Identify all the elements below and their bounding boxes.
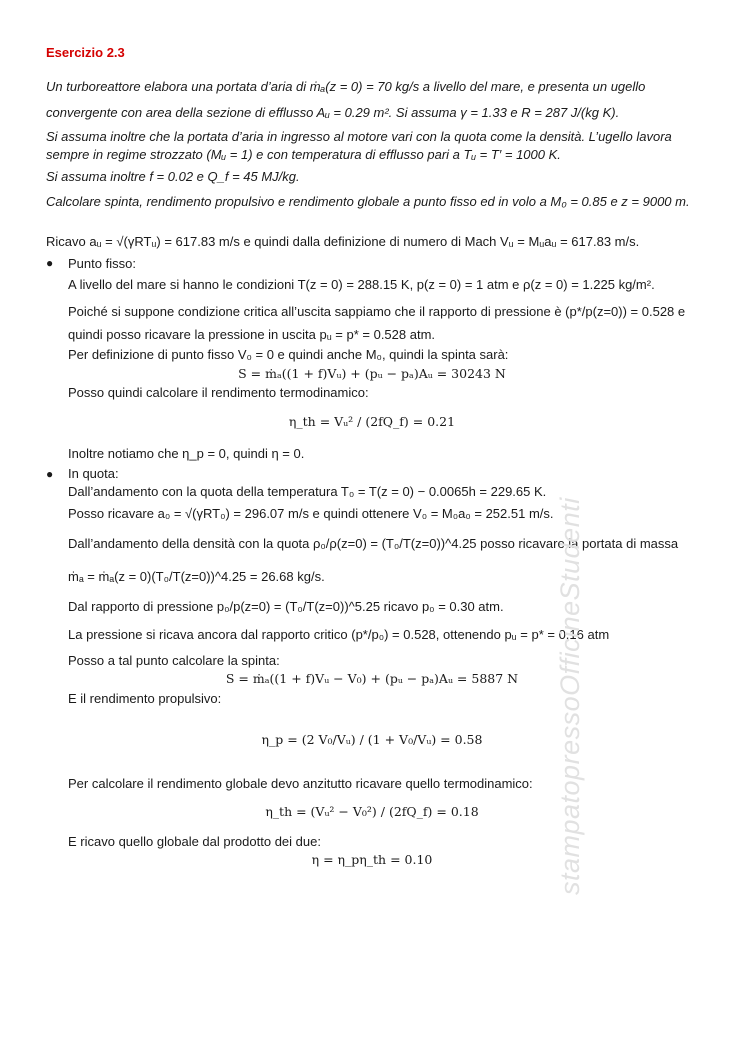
speed-of-sound-line: Ricavo aᵤ = √(γRTᵤ) = 617.83 m/s e quindi dalla definizione di numero di Mach Vᵤ = Mᵤaᵤ = 617.83 m/s.: [46, 234, 640, 249]
altitude-eta-equation: η = η_pη_th = 0.10: [311, 852, 433, 867]
fixed-point-thrust-equation: S = ṁₐ((1 + f)Vᵤ) + (pᵤ − pₐ)Aᵤ = 30243 N: [238, 366, 506, 381]
altitude-thrust-equation: S = ṁₐ((1 + f)Vᵤ − V₀) + (pᵤ − pₐ)Aᵤ = 5887 N: [225, 671, 519, 686]
problem-line-6: Calcolare spinta, rendimento propulsivo e rendimento globale a punto fisso ed in volo a M₀ = 0.85 e z = 9000 m.: [46, 194, 690, 209]
fixed-point-eta-th-equation: η_th = Vᵤ² / (2fQ_f) = 0.21: [288, 414, 456, 429]
bullet-icon: ●: [46, 467, 54, 481]
problem-line-3: Si assuma inoltre che la portata d’aria in ingresso al motore vari con la quota come la densità. L’ugello lavora: [46, 129, 672, 144]
altitude-line-7: Posso a tal punto calcolare la spinta:: [68, 653, 280, 668]
altitude-line-10: E ricavo quello globale dal prodotto dei due:: [68, 834, 321, 849]
problem-line-5: Si assuma inoltre f = 0.02 e Q_f = 45 MJ/kg.: [46, 169, 300, 184]
altitude-line-8: E il rendimento propulsivo:: [68, 691, 222, 706]
altitude-eta-p-equation: η_p = (2 V₀/Vᵤ) / (1 + V₀/Vᵤ) = 0.58: [261, 732, 483, 747]
fixed-point-heading: Punto fisso:: [68, 256, 136, 271]
problem-line-4: sempre in regime strozzato (Mᵤ = 1) e con temperatura di efflusso pari a Tᵤ = T′ = 1000 K.: [46, 147, 561, 162]
altitude-line-1: Dall’andamento con la quota della temperatura T₀ = T(z = 0) − 0.0065h = 229.65 K.: [68, 484, 547, 499]
fixed-point-line-2: Poiché si suppone condizione critica all’uscita sappiamo che il rapporto di pressione è (p*/p(z=0)) = 0.528 e: [68, 304, 686, 319]
exercise-title: Esercizio 2.3: [46, 45, 125, 60]
altitude-line-6: La pressione si ricava ancora dal rapporto critico (p*/p₀) = 0.528, ottenendo pᵤ = p* = 0.16 atm: [68, 627, 610, 642]
fixed-point-line-4: Per definizione di punto fisso V₀ = 0 e quindi anche M₀, quindi la spinta sarà:: [68, 347, 509, 362]
problem-line-1: Un turboreattore elabora una portata d’aria di ṁₐ(z = 0) = 70 kg/s a livello del mare, e presenta un ugello: [46, 79, 646, 94]
bullet-icon: ●: [46, 256, 54, 270]
fixed-point-line-6: Inoltre notiamo che η_p = 0, quindi η = 0.: [68, 446, 305, 461]
fixed-point-line-5: Posso quindi calcolare il rendimento termodinamico:: [68, 385, 369, 400]
watermark: stampatopressoOfficineStudenti: [555, 497, 585, 895]
altitude-line-4: ṁₐ = ṁₐ(z = 0)(T₀/T(z=0))^4.25 = 26.68 kg/s.: [68, 569, 325, 584]
altitude-eta-th-equation: η_th = (Vᵤ² − V₀²) / (2fQ_f) = 0.18: [265, 804, 479, 819]
fixed-point-line-3: quindi posso ricavare la pressione in uscita pᵤ = p* = 0.528 atm.: [68, 327, 436, 342]
altitude-line-2: Posso ricavare a₀ = √(γRT₀) = 296.07 m/s e quindi ottenere V₀ = M₀a₀ = 252.51 m/s.: [68, 506, 554, 521]
altitude-line-9: Per calcolare il rendimento globale devo anzitutto ricavare quello termodinamico:: [68, 776, 533, 791]
altitude-line-5: Dal rapporto di pressione p₀/p(z=0) = (T₀/T(z=0))^5.25 ricavo p₀ = 0.30 atm.: [68, 599, 504, 614]
altitude-line-3: Dall’andamento della densità con la quota ρ₀/ρ(z=0) = (T₀/T(z=0))^4.25 posso ricavare la portata di massa: [68, 536, 679, 551]
problem-line-2: convergente con area della sezione di efflusso Aᵤ = 0.29 m². Si assuma γ = 1.33 e R = 287 J/(kg K).: [46, 105, 620, 120]
fixed-point-line-1: A livello del mare si hanno le condizioni T(z = 0) = 288.15 K, p(z = 0) = 1 atm e ρ(z = 0) = 1.225 kg/m².: [68, 277, 655, 292]
altitude-heading: In quota:: [68, 466, 119, 481]
